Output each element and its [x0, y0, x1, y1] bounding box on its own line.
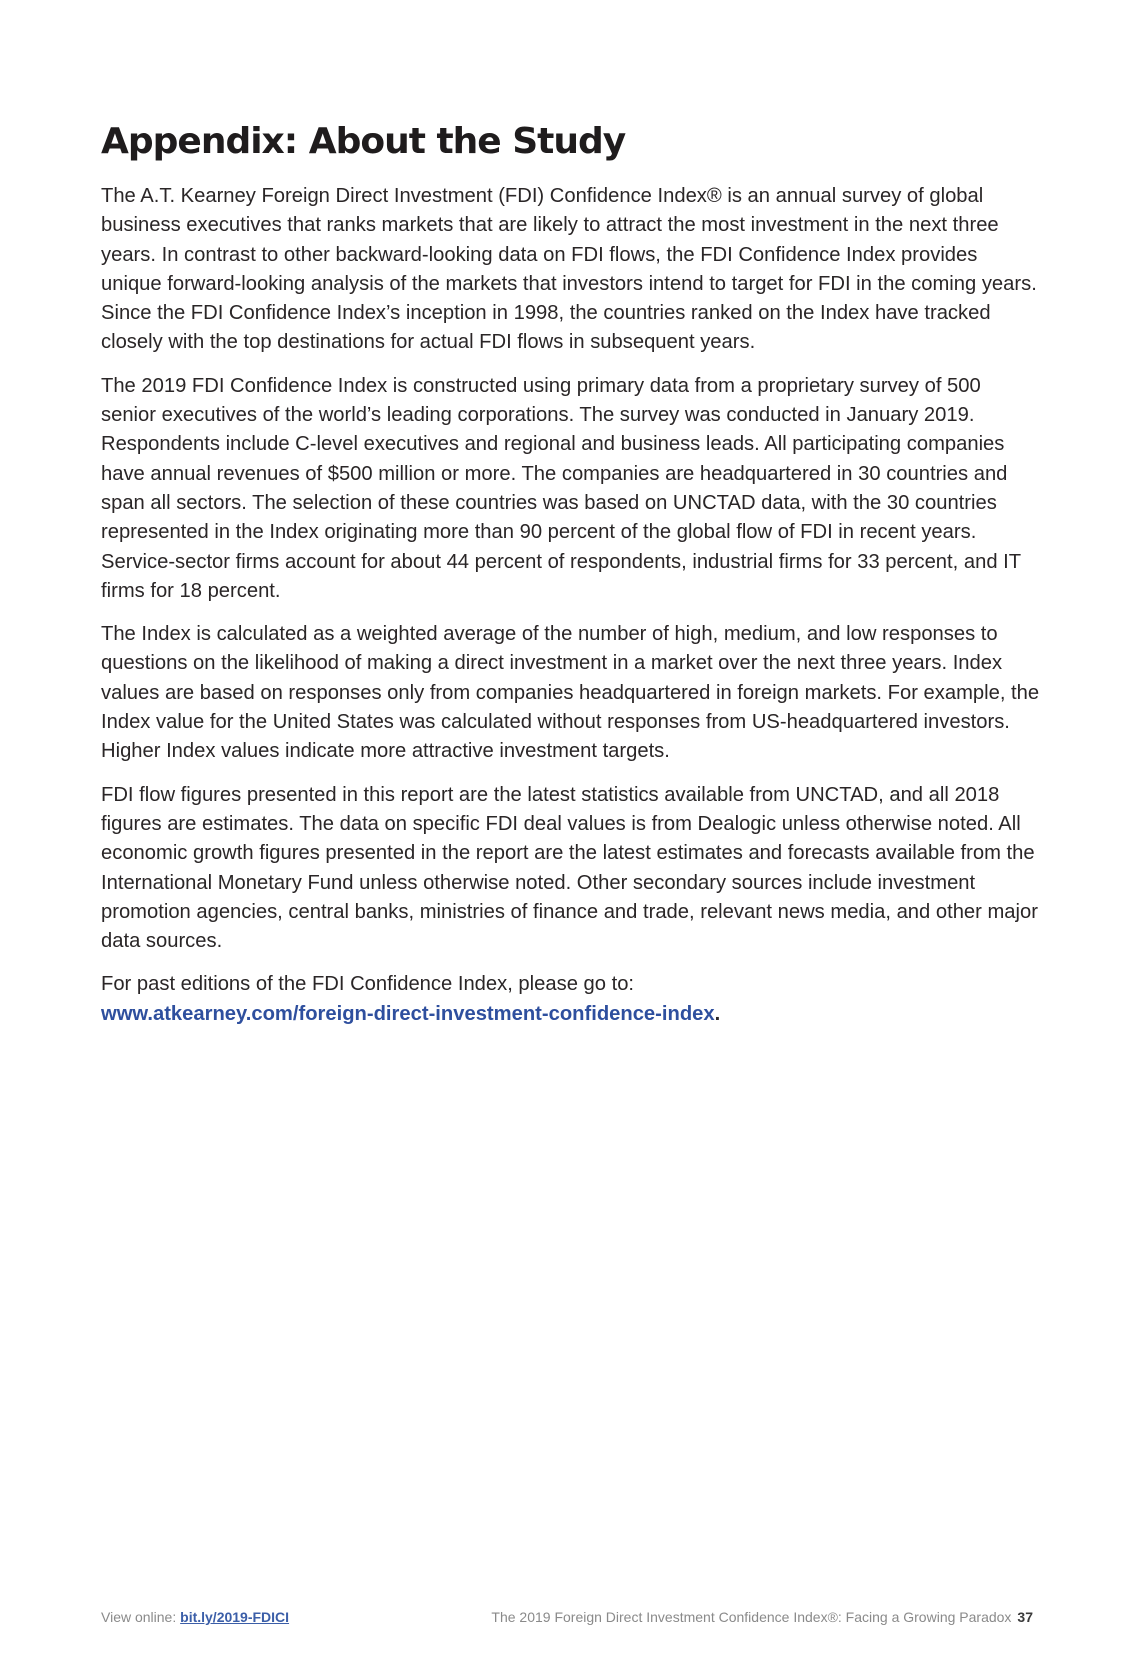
paragraph-past-editions	[101, 970, 1041, 1029]
past-editions-text: For past editions of the FDI Confidence Index, please go to:	[101, 973, 635, 996]
page-number: 37	[1017, 1609, 1033, 1625]
page-footer	[101, 1609, 1033, 1625]
report-title: The 2019 Foreign Direct Investment Confidence Index®: Facing a Growing Paradox	[491, 1609, 1012, 1625]
footer-report-info	[491, 1609, 1033, 1625]
paragraph-survey-method: The 2019 FDI Confidence Index is constructed using primary data from a proprietary survey of 500 senior executives of the world’s leading corporations. The survey was conducted in January 2019. Respondents include C-level executives and regional and business leads. All participating companies have annual revenues of $500 million or more. The companies are headquartered in 30 countries and span all sectors. The selection of these countries was based on UNCTAD data, with the 30 countries represented in the Index originating more than 90 percent of the global flow of FDI in recent years. Service-sector firms account for about 44 percent of respondents, industrial firms for 33 percent, and IT firms for 18 percent.	[101, 374, 1021, 602]
paragraph-data-sources: FDI flow figures presented in this report are the latest statistics available from UNCTAD, and all 2018 figures are estimates. The data on specific FDI deal values is from Dealogic unless otherwise noted. All economic growth figures presented in the report are the latest estimates and forecasts available from the International Monetary Fund unless otherwise noted. Other secondary sources include investment promotion agencies, central banks, ministries of finance and trade, relevant news media, and other major data sources.	[101, 783, 1038, 953]
page-title: Appendix: About the Study	[101, 121, 626, 162]
past-editions-period: .	[714, 1002, 721, 1025]
page-content	[101, 118, 1041, 1043]
paragraph-calculation: The Index is calculated as a weighted average of the number of high, medium, and low responses to questions on the likelihood of making a direct investment in a market over the next three years. Index values are based on responses only from companies headquartered in foreign markets. For example, the Index value for the United States was calculated without responses from US-headquartered investors. Higher Index values indicate more attractive investment targets.	[101, 623, 1040, 763]
footer-view-online	[101, 1609, 289, 1625]
paragraph-about-index: The A.T. Kearney Foreign Direct Investment (FDI) Confidence Index® is an annual survey of global business executives that ranks markets that are likely to attract the most investment in the next three years. In contrast to other backward-looking data on FDI flows, the FDI Confidence Index provides unique forward-looking analysis of the markets that investors intend to target for FDI in the coming years. Since the FDI Confidence Index’s inception in 1998, the countries ranked on the Index have tracked closely with the top destinations for actual FDI flows in subsequent years.	[101, 185, 1037, 354]
view-online-label: View online:	[101, 1609, 181, 1625]
view-online-link[interactable]: bit.ly/2019-FDICI	[180, 1609, 290, 1625]
past-editions-link[interactable]: www.atkearney.com/foreign-direct-investment-confidence-index	[101, 1002, 715, 1025]
